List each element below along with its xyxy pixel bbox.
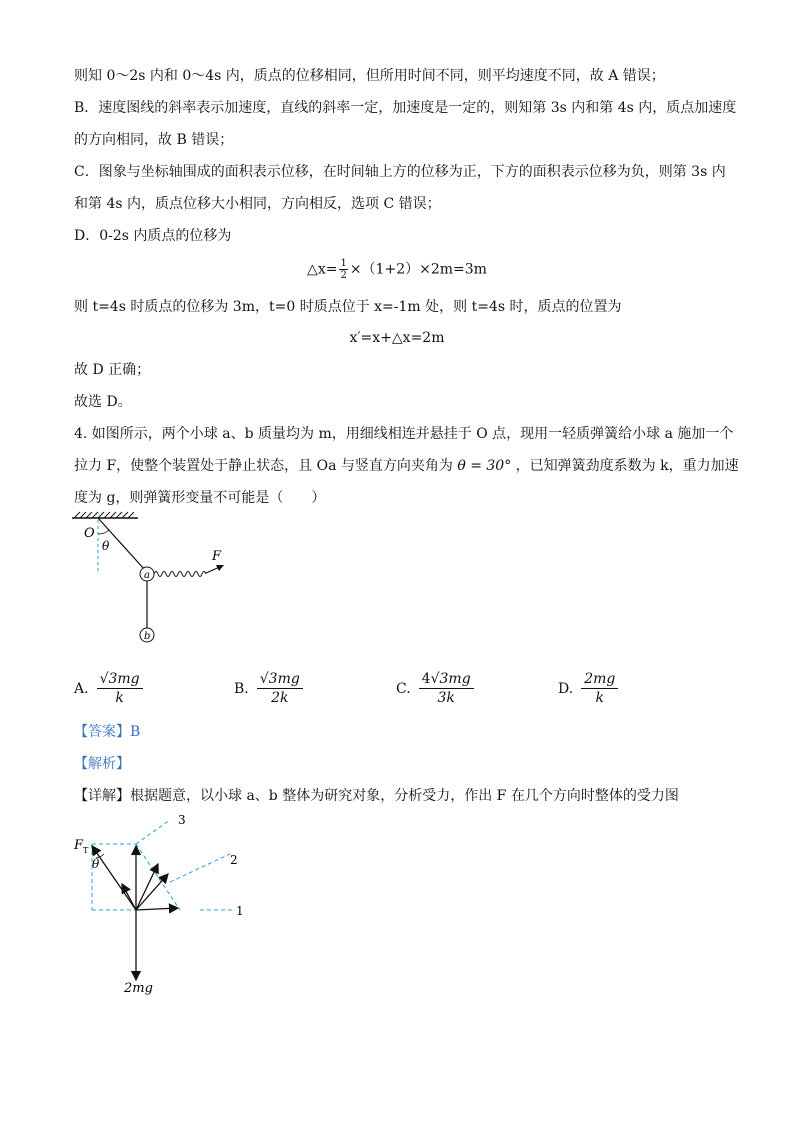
- eq1-fraction: [339, 258, 347, 281]
- question-4-line-3: 度为 g，则弹簧形变量不可能是（ ）: [74, 490, 326, 506]
- choice-a[interactable]: [74, 670, 145, 707]
- label-O: O: [84, 526, 95, 541]
- text-line-3: 的方向相同，故 B 错误；: [74, 132, 234, 148]
- choice-c-label: C.: [396, 680, 411, 697]
- text-line-1: 则知 0～2s 内和 0～4s 内，质点的位移相同，但所用时间不同，则平均速度不同，故 A 错误；: [74, 68, 665, 84]
- label-1: 1: [236, 904, 244, 918]
- choice-c-sqrt: √3: [430, 671, 449, 687]
- choice-c-den: 3k: [437, 690, 455, 706]
- choice-b[interactable]: [234, 670, 305, 707]
- equation-displacement: [0, 258, 794, 281]
- label-theta: θ: [102, 539, 110, 553]
- choice-b-num: mg: [277, 671, 300, 687]
- figure-force-diagram: [70, 812, 260, 997]
- choice-b-den: 2k: [271, 690, 289, 706]
- force-arrow-2: [136, 874, 168, 910]
- choice-d-fraction: [581, 670, 618, 707]
- label-2mg: 2mg: [124, 981, 153, 996]
- label-FT: F: [74, 838, 84, 853]
- choice-d-den: k: [595, 690, 604, 706]
- text-line-6: D．0-2s 内质点的位移为: [74, 228, 232, 244]
- choice-a-num: mg: [117, 671, 140, 687]
- detail-line: 【详解】根据题意，以小球 a、b 整体为研究对象，分析受力，作出 F 在几个方向时整体的受力图: [74, 788, 679, 804]
- eq1-left: △x=: [307, 261, 338, 278]
- eq1-right: ×（1+2）×2m=3m: [349, 261, 487, 278]
- choice-d-label: D.: [558, 680, 574, 697]
- eq1-denominator: 2: [340, 270, 347, 281]
- q4-line2-a: 拉力 F，使整个装置处于静止状态，且 Oa 与竖直方向夹角为: [74, 458, 453, 474]
- choice-c-num: mg: [448, 671, 471, 687]
- spring: [154, 572, 206, 577]
- choice-b-fraction: [257, 670, 303, 707]
- figure-pendulum-spring: [60, 510, 260, 650]
- choice-d[interactable]: [558, 670, 620, 707]
- label-2: 2: [230, 853, 238, 867]
- tension-arrow: [92, 846, 136, 910]
- text-line-5: 和第 4s 内，质点位移大小相同，方向相反，选项 C 错误；: [74, 196, 441, 212]
- analysis-label: 【解析】: [74, 756, 130, 772]
- force-arrows: [92, 846, 178, 980]
- label-b: b: [144, 631, 151, 642]
- eq1-numerator: 1: [340, 258, 347, 269]
- choice-d-num: 2mg: [584, 671, 616, 687]
- choice-a-label: A.: [74, 680, 89, 697]
- text-line-2: B．速度图线的斜率表示加速度，直线的斜率一定，加速度是一定的，则知第 3s 内和第 4s 内，质点加速度: [74, 100, 737, 116]
- choice-c-coef: 4: [421, 671, 431, 687]
- theta-expression: θ = 30°: [457, 458, 512, 474]
- choice-a-den: k: [115, 690, 124, 706]
- question-4-line-1: 4. 如图所示，两个小球 a、b 质量均为 m，用细线相连并悬挂于 O 点，现用一轻质弹簧给小球 a 施加一个: [74, 426, 734, 442]
- choice-a-sqrt: √3: [99, 671, 118, 687]
- text-line-9: 故选 D。: [74, 394, 132, 410]
- choice-a-fraction: [97, 670, 143, 707]
- ceiling-hatch: [74, 512, 134, 518]
- label-F: F: [212, 549, 222, 564]
- text-line-4: C．图象与坐标轴围成的面积表示位移，在时间轴上方的位移为正，下方的面积表示位移为负，则第 3s 内: [74, 164, 726, 180]
- question-4-line-2: [74, 456, 739, 476]
- text-line-8: 故 D 正确；: [74, 362, 151, 378]
- theta-arc: [98, 530, 109, 534]
- choice-b-label: B.: [234, 680, 249, 697]
- q4-line2-b: ，已知弹簧劲度系数为 k，重力加速: [515, 458, 739, 474]
- analysis-line: [74, 754, 130, 774]
- equation-position: x′=x+△x=2m: [349, 330, 445, 346]
- label-theta-2: θ: [92, 857, 100, 871]
- tension-short-arrow: [122, 884, 136, 910]
- label-FT-sub: T: [83, 846, 89, 855]
- choice-b-sqrt: √3: [259, 671, 278, 687]
- choice-c[interactable]: [396, 670, 476, 707]
- label-a: a: [144, 570, 150, 581]
- dashed-construction-lines: [92, 820, 234, 910]
- choice-c-fraction: [419, 670, 474, 707]
- answer-text: 【答案】B: [74, 724, 141, 740]
- force-arrow-3: [136, 864, 158, 910]
- text-line-7: 则 t=4s 时质点的位移为 3m，t=0 时质点位于 x=-1m 处，则 t=4s 时，质点的位置为: [74, 299, 622, 315]
- label-3: 3: [178, 813, 186, 827]
- answer-line: [74, 722, 140, 742]
- force-arrow-1: [136, 908, 178, 910]
